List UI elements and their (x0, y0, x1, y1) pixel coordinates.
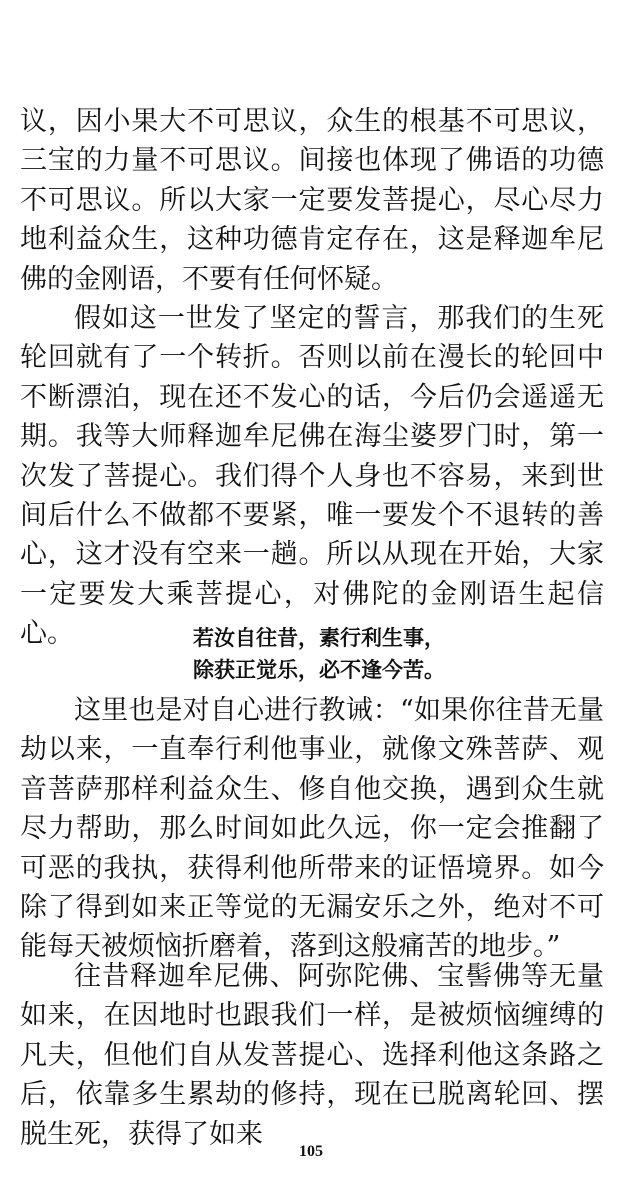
paragraph-vow: 假如这一世发了坚定的誓言，那我们的生死轮回就有了一个转折。否则以前在漫长的轮回中不断漂泊，现在还不发心的话，今后仍会遥遥无期。我等大师释迦牟尼佛在海尘婆罗门时，第一次发了菩提心。我们得个人身也不容易，来到世间后什么不做都不要紧，唯一要发个不退转的善心，这才没有空来一趟。所以从现在开始，大家一定要发大乘菩提心，对佛陀的金刚语生起信心。 (20, 303, 604, 650)
paragraph-continued: 议，因小果大不可思议，众生的根基不可思议，三宝的力量不可思议。间接也体现了佛语的功德不可思议。所以大家一定要发菩提心，尽心尽力地利益众生，这种功德肯定存在，这是释迦牟尼佛的金刚语，不要有任何怀疑。 (20, 106, 604, 295)
verse-line-1: 若汝自往昔，素行利生事， (193, 626, 445, 650)
paragraph-commentary: 这里也是对自心进行教诫：“如果你往昔无量劫以来，一直奉行利他事业，就像文殊菩萨、观音菩萨那样利益众生、修自他交换，遇到众生就尽力帮助，那么时间如此久远，你一定会推翻了可恶的我执，获得利他所带来的证悟境界。如今除了得到如来正等觉的无漏安乐之外，绝对不可能每天被烦恼折磨着，落到这般痛苦的地步。” (20, 695, 604, 963)
page-number: 105 (299, 1143, 323, 1160)
verse-line-2: 除获正觉乐，必不逢今苦。 (193, 658, 445, 682)
paragraph-buddhas: 往昔释迦牟尼佛、阿弥陀佛、宝髻佛等无量如来，在因地时也跟我们一样，是被烦恼缠缚的凡夫，但他们自从发菩提心、选择利他这条路之后，依靠多生累劫的修持，现在已脱离轮回、摆脱生死，获得了如来 (20, 961, 604, 1150)
